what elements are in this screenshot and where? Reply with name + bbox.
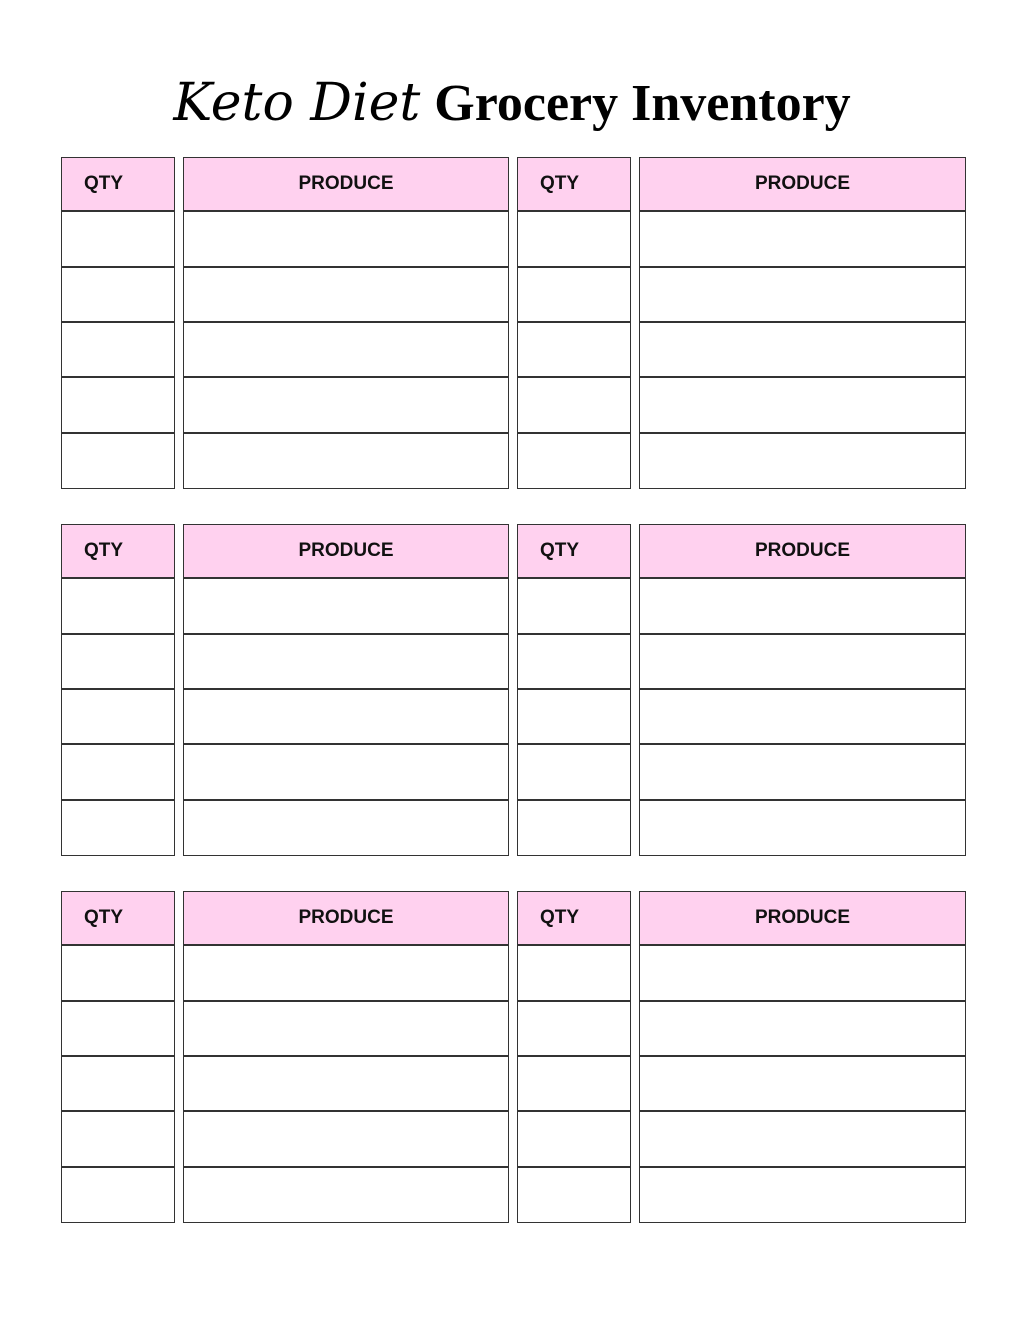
qty-cell[interactable] xyxy=(517,268,631,323)
produce-cell[interactable] xyxy=(639,1112,966,1167)
produce-cell[interactable] xyxy=(639,801,966,856)
produce-cell[interactable] xyxy=(639,1168,966,1223)
qty-cell[interactable] xyxy=(61,635,175,690)
title-main: Grocery Inventory xyxy=(434,75,851,132)
produce-cell[interactable] xyxy=(183,212,509,267)
produce-cell[interactable] xyxy=(639,434,966,489)
produce-header: PRODUCE xyxy=(639,891,966,946)
produce-header: PRODUCE xyxy=(639,524,966,579)
page-title xyxy=(0,68,1024,139)
qty-cell[interactable] xyxy=(61,323,175,378)
qty-cell[interactable] xyxy=(517,378,631,433)
qty-cell[interactable] xyxy=(61,378,175,433)
produce-header: PRODUCE xyxy=(183,157,509,212)
qty-cell[interactable] xyxy=(61,434,175,489)
qty-cell[interactable] xyxy=(61,212,175,267)
qty-cell[interactable] xyxy=(61,268,175,323)
qty-cell[interactable] xyxy=(517,801,631,856)
produce-cell[interactable] xyxy=(183,378,509,433)
qty-cell[interactable] xyxy=(517,745,631,800)
qty-column xyxy=(61,524,175,856)
produce-cell[interactable] xyxy=(183,801,509,856)
qty-cell[interactable] xyxy=(61,690,175,745)
qty-header: QTY xyxy=(517,891,631,946)
qty-column xyxy=(61,157,175,489)
qty-header: QTY xyxy=(61,157,175,212)
qty-header: QTY xyxy=(517,524,631,579)
produce-cell[interactable] xyxy=(639,268,966,323)
produce-column xyxy=(183,891,509,1223)
produce-cell[interactable] xyxy=(183,690,509,745)
produce-cell[interactable] xyxy=(183,745,509,800)
qty-cell[interactable] xyxy=(517,1057,631,1112)
qty-cell[interactable] xyxy=(517,212,631,267)
produce-cell[interactable] xyxy=(183,1112,509,1167)
qty-cell[interactable] xyxy=(517,1112,631,1167)
produce-header: PRODUCE xyxy=(183,524,509,579)
produce-column xyxy=(639,891,966,1223)
qty-cell[interactable] xyxy=(61,1057,175,1112)
qty-cell[interactable] xyxy=(61,579,175,634)
produce-cell[interactable] xyxy=(639,378,966,433)
qty-cell[interactable] xyxy=(61,801,175,856)
produce-cell[interactable] xyxy=(639,323,966,378)
produce-column xyxy=(183,157,509,489)
inventory-section xyxy=(61,891,966,1223)
produce-cell[interactable] xyxy=(639,579,966,634)
produce-column xyxy=(639,157,966,489)
qty-cell[interactable] xyxy=(517,635,631,690)
qty-column xyxy=(61,891,175,1223)
produce-cell[interactable] xyxy=(639,635,966,690)
produce-cell[interactable] xyxy=(639,1057,966,1112)
produce-cell[interactable] xyxy=(639,745,966,800)
produce-cell[interactable] xyxy=(183,268,509,323)
qty-cell[interactable] xyxy=(61,1002,175,1057)
produce-cell[interactable] xyxy=(183,323,509,378)
produce-cell[interactable] xyxy=(183,1057,509,1112)
qty-column xyxy=(517,157,631,489)
qty-cell[interactable] xyxy=(517,946,631,1001)
produce-cell[interactable] xyxy=(183,579,509,634)
produce-cell[interactable] xyxy=(183,434,509,489)
produce-cell[interactable] xyxy=(639,212,966,267)
produce-column xyxy=(183,524,509,856)
produce-cell[interactable] xyxy=(639,1002,966,1057)
qty-cell[interactable] xyxy=(517,1168,631,1223)
produce-header: PRODUCE xyxy=(639,157,966,212)
qty-header: QTY xyxy=(61,891,175,946)
qty-cell[interactable] xyxy=(517,1002,631,1057)
qty-cell[interactable] xyxy=(517,690,631,745)
inventory-section xyxy=(61,157,966,489)
qty-cell[interactable] xyxy=(517,434,631,489)
produce-column xyxy=(639,524,966,856)
produce-cell[interactable] xyxy=(183,1168,509,1223)
produce-cell[interactable] xyxy=(639,946,966,1001)
qty-column xyxy=(517,524,631,856)
qty-cell[interactable] xyxy=(61,745,175,800)
produce-cell[interactable] xyxy=(183,635,509,690)
inventory-section xyxy=(61,524,966,856)
qty-cell[interactable] xyxy=(517,579,631,634)
qty-cell[interactable] xyxy=(517,323,631,378)
qty-column xyxy=(517,891,631,1223)
qty-header: QTY xyxy=(61,524,175,579)
qty-header: QTY xyxy=(517,157,631,212)
qty-cell[interactable] xyxy=(61,1168,175,1223)
qty-cell[interactable] xyxy=(61,1112,175,1167)
produce-cell[interactable] xyxy=(639,690,966,745)
title-script: Keto Diet xyxy=(173,73,421,133)
qty-cell[interactable] xyxy=(61,946,175,1001)
produce-header: PRODUCE xyxy=(183,891,509,946)
produce-cell[interactable] xyxy=(183,946,509,1001)
produce-cell[interactable] xyxy=(183,1002,509,1057)
